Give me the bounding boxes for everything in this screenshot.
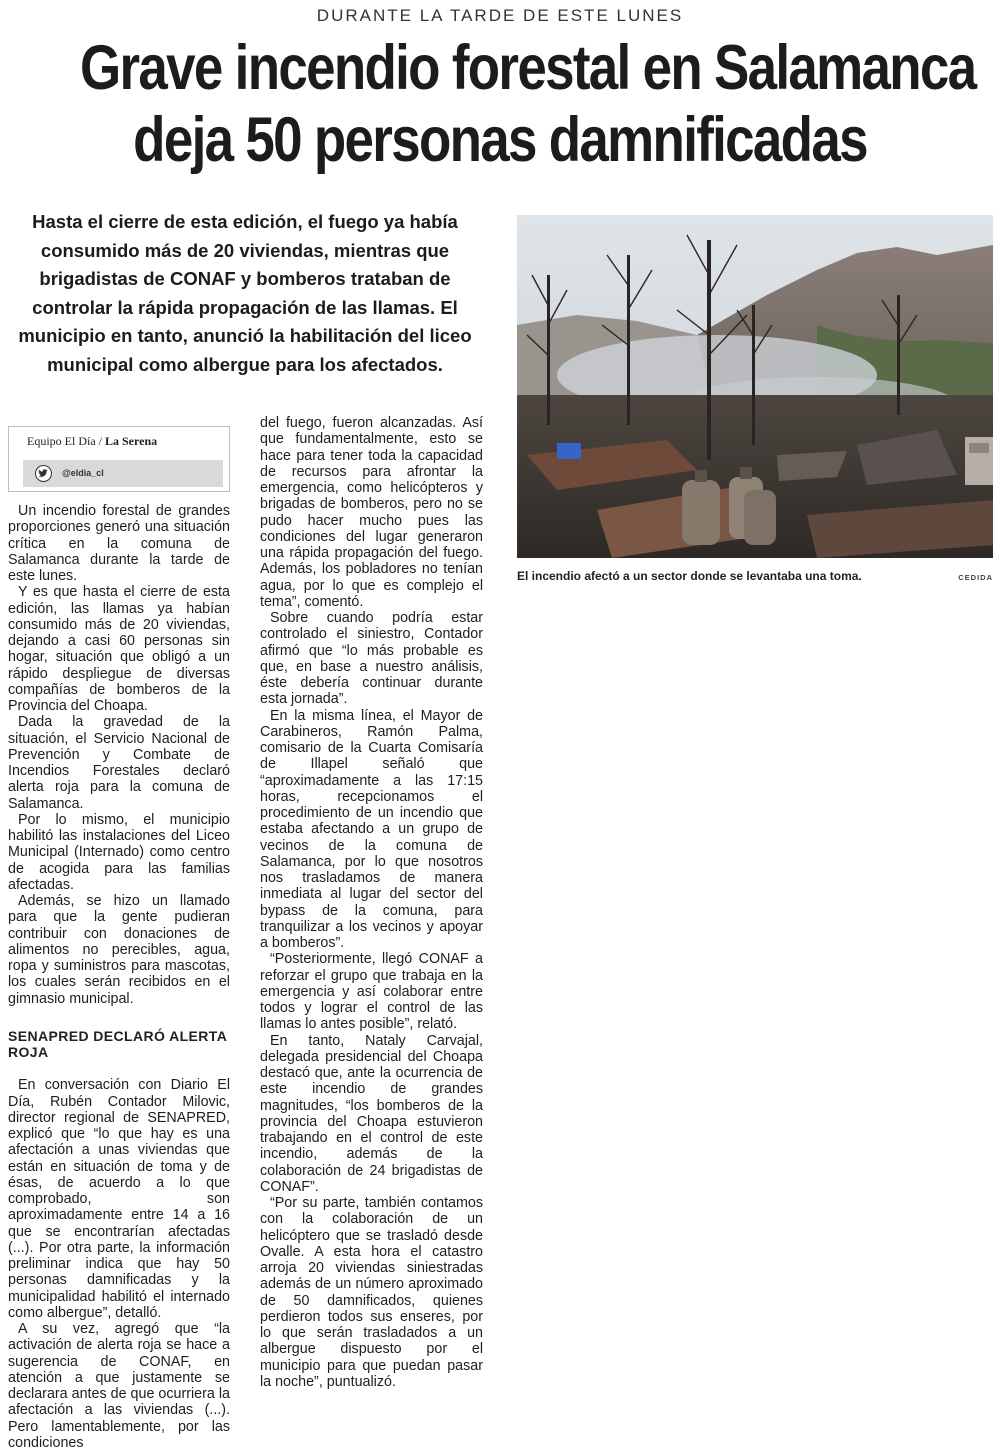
headline-line-2: deja 50 personas damnificadas [133,105,867,175]
paragraph: A su vez, agregó que “la activación de alerta roja se hace a sugerencia de CONAF, en atención a que justamente se declarara antes de que ocurriera la afectación a las viviendas (...). Pero lamentablemente, por las condiciones [8,1321,230,1451]
paragraph: Un incendio forestal de grandes proporciones generó una situación crítica en la comuna de Salamanca durante la tarde de este lunes. [8,503,230,584]
paragraph: En la misma línea, el Mayor de Carabineros, Ramón Palma, comisario de la Cuarta Comisaría de Illapel señaló que “aproximadamente a las 17:15 horas, recepcionamos el procedimiento de un incendio que estaba afectando a un grupo de vecinos de la comuna de Salamanca, por lo que nosotros nos trasladamos de manera inmediata al lugar del sector del bypass de la comuna, para tranquilizar a los vecinos y apoyar a bomberos”. [260,707,483,951]
twitter-handle[interactable]: @eldia_cl [62,468,104,478]
photo-credit: CEDIDA [958,573,993,582]
paragraph: Dada la gravedad de la situación, el Servicio Nacional de Prevención y Combate de Incendios Forestales declaró alerta roja para la comuna de Salamanca. [8,714,230,812]
photo-caption: El incendio afectó a un sector donde se levantaba una toma. [517,569,862,583]
byline-separator: / [95,434,105,448]
article-column-2 [260,415,483,1390]
paragraph: “Por su parte, también contamos con la colaboración de un helicóptero que se trasladó desde Ovalle. A esta hora el catastro arroja 20 viviendas siniestradas además de un número aproximado de 50 damnificados, quienes perdieron todos sus enseres, por lo que serán trasladados a un albergue dispuesto por el municipio para que puedan pasar la noche”, puntualizó. [260,1195,483,1390]
twitter-bar [23,460,223,487]
headline [80,32,976,176]
paragraph: En conversación con Diario El Día, Rubén Contador Milovic, director regional de SENAPRED, explicó que “lo que hay es una afectación a unas viviendas que están en situación de toma y de ésas, de acuerdo a lo que comprobado, son aproximadamente entre 14 a 16 que se encontrarían afectadas (...). Por otra parte, la información preliminar indica que hay 50 personas damnificadas y la municipalidad habilitó el internado como albergue”, detalló. [8,1077,230,1321]
paragraph: del fuego, fueron alcanzadas. Así que fundamentalmente, esto se hace para tener toda la capacidad de recursos para afrontar la emergencia, como helicópteros y brigadas de bomberos, pero no se pudo hacer mucho pues las condiciones del lugar generaron una rápida propagación del fuego. Además, los pobladores no tenían agua, por lo que es complejo el tema”, comentó. [260,415,483,610]
subheading: SENAPRED DECLARÓ ALERTA ROJA [8,1027,227,1060]
byline-author: Equipo El Día [27,434,96,448]
lede: Hasta el cierre de esta edición, el fuego ya había consumido más de 20 viviendas, mientras que brigadistas de CONAF y bomberos trataban de controlar la rápida propagación de las llamas. El municipio en tanto, anunció la habilitación del liceo municipal como albergue para los afectados. [18,211,472,375]
article-column-1 [8,503,230,1451]
byline-location: La Serena [105,434,158,448]
paragraph: Y es que hasta el cierre de esta edición, las llamas ya habían consumido más de 20 viviendas, dejando a casi 60 personas sin hogar, situación que obligó a un rápido despliegue de diversas compañías de bomberos de la Provincia del Choapa. [8,584,230,714]
byline-box [8,426,230,492]
paragraph: Por lo mismo, el municipio habilitó las instalaciones del Liceo Municipal (Internado) como centro de acogida para las familias afectadas. [8,811,230,893]
paragraph: En tanto, Nataly Carvajal, delegada presidencial del Choapa destacó que, ante la ocurrencia de este incendio de grandes magnitudes, “los bomberos de la provincia del Choapa estuvieron trabajando en el control de este incendio, además de la colaboración de 24 brigadistas de CONAF”. [260,1032,483,1195]
paragraph: Además, se hizo un llamado para que la gente pudieran contribuir con donaciones de alimentos no perecibles, agua, ropa y suministros para mascotas, los cuales serán recibidos en el gimnasio municipal. [8,893,230,1007]
paragraph: “Posteriormente, llegó CONAF a reforzar el grupo que trabaja en la emergencia y así colaborar entre todos y lograr el control de las llamas lo antes posible”, relató. [260,951,483,1033]
kicker: DURANTE LA TARDE DE ESTE LUNES [316,6,684,25]
paragraph: Sobre cuando podría estar controlado el siniestro, Contador afirmó que “lo más probable es que, en base a nuestro análisis, éste debería continuar durante esta jornada”. [260,610,483,708]
headline-line-1: Grave incendio forestal en Salamanca [80,33,976,103]
byline-text [27,434,157,449]
twitter-bird-icon [35,465,52,482]
fire-aftermath-photo [517,215,993,558]
